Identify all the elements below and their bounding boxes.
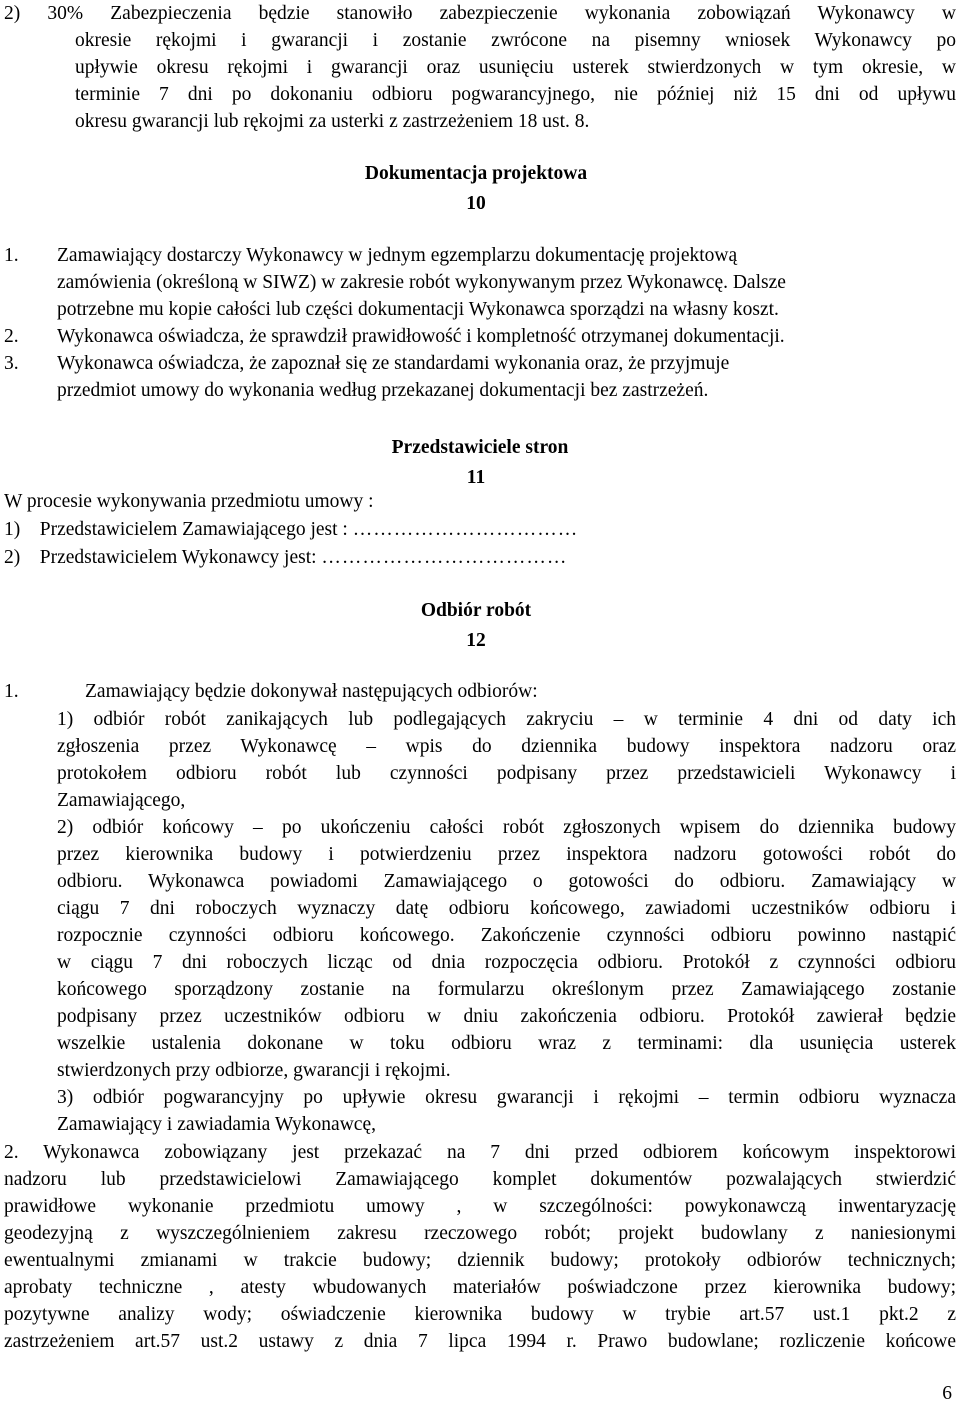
text-line: upływie okresu rękojmi i gwarancji oraz usunięciu usterek stwierdzonych w tym okresie, w bbox=[75, 57, 956, 78]
representative-1 bbox=[4, 516, 578, 543]
text-line: potrzebne mu kopie całości lub części dokumentacji Wykonawca sporządzi na własny koszt. bbox=[57, 299, 779, 320]
text-line: Zamawiający będzie dokonywał następujących odbiorów: bbox=[85, 681, 538, 702]
rep-blank: …………………………… bbox=[352, 519, 579, 540]
representative-2 bbox=[4, 544, 567, 571]
page-number: 6 bbox=[942, 1383, 952, 1404]
item-number: 1. bbox=[4, 245, 19, 266]
text-line: rozpocznie czynności odbioru końcowego. Zakończenie czynności odbioru powinno nastąpić bbox=[57, 925, 956, 946]
text-line: ciągu 7 dni roboczych wyznaczy datę odbioru końcowego, zawiadomi uczestników odbioru i bbox=[57, 898, 956, 919]
section-paragraph-number: 10 bbox=[466, 193, 486, 214]
text-line: 1) odbiór robót zanikających lub podlegających zakryciu – w terminie 4 dni od daty ich bbox=[57, 709, 956, 730]
item-number: 3. bbox=[4, 353, 19, 374]
section-title: Dokumentacja projektowa bbox=[364, 163, 588, 184]
text-line: Wykonawca oświadcza, że sprawdził prawidłowość i kompletność otrzymanej dokumentacji. bbox=[57, 326, 785, 347]
text-line: pozytywne analizy wody; oświadczenie kierownika budowy w trybie art.57 ust.1 pkt.2 z bbox=[4, 1304, 956, 1325]
text-line: Zamawiający i zawiadamia Wykonawcę, bbox=[57, 1114, 376, 1135]
rep-label: 1) Przedstawicielem Zamawiającego jest : bbox=[4, 519, 353, 540]
text-line: odbioru. Wykonawca powiadomi Zamawiającego o gotowości do odbioru. Zamawiający w bbox=[57, 871, 956, 892]
text-line: przez kierownika budowy i potwierdzeniu przez inspektora nadzoru gotowości robót do bbox=[57, 844, 956, 865]
text-line: ewentualnymi zmianami w trakcie budowy; dziennik budowy; protokoły odbiorów technicznych; bbox=[4, 1250, 956, 1271]
text-line: Wykonawca oświadcza, że zapoznał się ze standardami wykonania oraz, że przyjmuje bbox=[57, 353, 730, 374]
text-line: 3) odbiór pogwarancyjny po upływie okresu gwarancji i rękojmi – termin odbioru wyznacza bbox=[57, 1087, 956, 1108]
text-line: zastrzeżeniem art.57 ust.2 ustawy z dnia 7 lipca 1994 r. Prawo budowlane; rozliczenie końcowe bbox=[4, 1331, 956, 1352]
text-line: 2) 30% Zabezpieczenia będzie stanowiło zabezpieczenie wykonania zobowiązań Wykonawcy w bbox=[4, 3, 956, 24]
text-line: nadzoru lub przedstawicielowi Zamawiającego komplet dokumentów pozwalających stwierdzić bbox=[4, 1169, 956, 1190]
text-line: zgłoszenia przez Wykonawcę – wpis do dziennika budowy inspektora nadzoru oraz bbox=[57, 736, 956, 757]
text-line: 2) odbiór końcowy – po ukończeniu całości robót zgłoszonych wpisem do dziennika budowy bbox=[57, 817, 956, 838]
section-title: Odbiór robót bbox=[420, 600, 532, 621]
text-line: prawidłowe wykonanie przedmiotu umowy , w szczególności: powykonawczą inwentaryzację bbox=[4, 1196, 956, 1217]
text-line: Zamawiający dostarczy Wykonawcy w jednym egzemplarzu dokumentację projektową bbox=[57, 245, 738, 266]
item-number: 2. bbox=[4, 326, 19, 347]
text-line: terminie 7 dni po dokonaniu odbioru pogwarancyjnego, nie później niż 15 dni od upływu bbox=[75, 84, 956, 105]
text-line: geodezyjną z wyszczególnieniem zakresu rzeczowego robót; projekt budowlany z naniesionymi bbox=[4, 1223, 956, 1244]
text-line: okresu gwarancji lub rękojmi za usterki z zastrzeżeniem 18 ust. 8. bbox=[75, 111, 590, 132]
text-line: protokołem odbioru robót lub czynności podpisany przez przedstawicieli Wykonawcy i bbox=[57, 763, 956, 784]
item-number: 1. bbox=[4, 681, 19, 702]
text-line: wszelkie ustalenia dokonane w toku odbioru wraz z terminami: dla usunięcia usterek bbox=[57, 1033, 956, 1054]
rep-blank: ……………………………… bbox=[321, 547, 568, 568]
text-line: aprobaty techniczne , atesty wbudowanych materiałów poświadczone przez kierownika budowy; bbox=[4, 1277, 956, 1298]
text-line: w ciągu 7 dni roboczych licząc od dnia rozpoczęcia odbioru. Protokół z czynności odbioru bbox=[57, 952, 956, 973]
text-line: 2. Wykonawca zobowiązany jest przekazać na 7 dni przed odbiorem końcowym inspektorowi bbox=[4, 1142, 956, 1163]
text-line: przedmiot umowy do wykonania według przekazanej dokumentacji bez zastrzeżeń. bbox=[57, 380, 709, 401]
text-line: okresie rękojmi i gwarancji i zostanie zwrócone na pisemny wniosek Wykonawcy po bbox=[75, 30, 956, 51]
section-paragraph-number: 12 bbox=[466, 630, 486, 651]
text-line: zamówienia (określoną w SIWZ) w zakresie robót wykonywanym przez Wykonawcę. Dalsze bbox=[57, 272, 786, 293]
text-line: W procesie wykonywania przedmiotu umowy : bbox=[4, 491, 374, 512]
rep-label: 2) Przedstawicielem Wykonawcy jest: bbox=[4, 547, 322, 568]
section-paragraph-number: 11 bbox=[466, 467, 486, 488]
text-line: podpisany przez uczestników odbioru w dniu zakończenia odbioru. Protokół zawierał będzie bbox=[57, 1006, 956, 1027]
text-line: Zamawiającego, bbox=[57, 790, 186, 811]
text-line: stwierdzonych przy odbiorze, gwarancji i rękojmi. bbox=[57, 1060, 451, 1081]
section-title: Przedstawiciele stron bbox=[391, 437, 569, 458]
text-line: końcowego sporządzony zostanie na formularzu określonym przez Zamawiającego zostanie bbox=[57, 979, 956, 1000]
